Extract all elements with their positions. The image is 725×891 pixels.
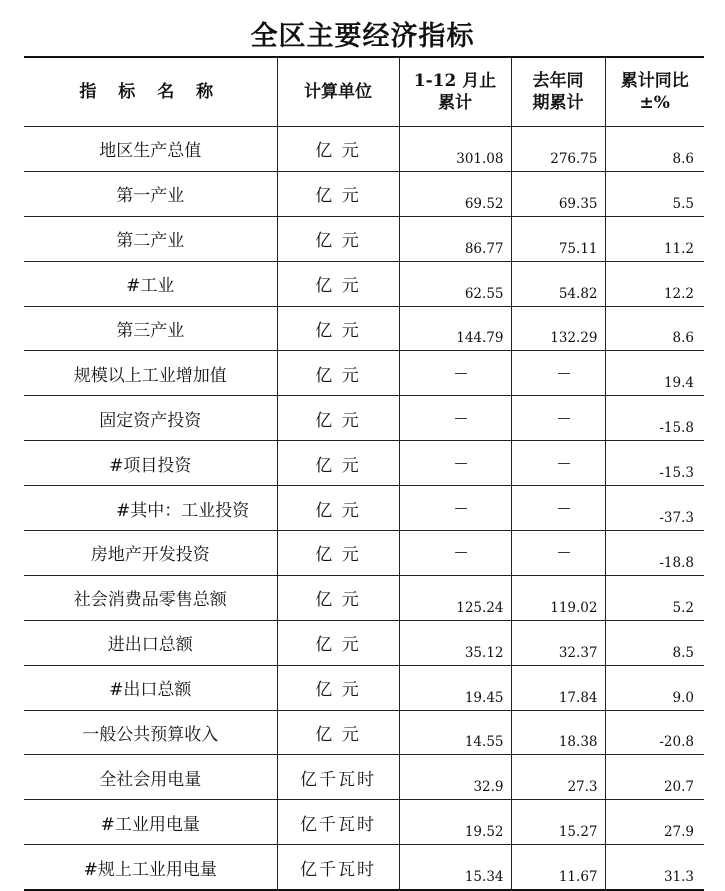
unit-cell: 亿 元 bbox=[277, 710, 399, 755]
unit-cell: 亿 元 bbox=[277, 216, 399, 261]
current-value: — bbox=[399, 396, 511, 441]
indicator-name: #出口总额 bbox=[24, 665, 277, 710]
last-year-value: 75.11 bbox=[511, 216, 605, 261]
table-row bbox=[24, 306, 704, 351]
table-row bbox=[24, 396, 704, 441]
table-row bbox=[24, 441, 704, 486]
current-value: — bbox=[399, 351, 511, 396]
last-year-value: 132.29 bbox=[511, 306, 605, 351]
current-value: 125.24 bbox=[399, 575, 511, 620]
yoy-change: -20.8 bbox=[605, 710, 704, 755]
indicator-name: 社会消费品零售总额 bbox=[24, 575, 277, 620]
unit-cell: 亿 元 bbox=[277, 486, 399, 531]
last-year-value: — bbox=[511, 351, 605, 396]
last-year-value: — bbox=[511, 531, 605, 576]
last-year-value: — bbox=[511, 486, 605, 531]
table-row bbox=[24, 620, 704, 665]
current-value: 19.45 bbox=[399, 665, 511, 710]
current-value: 19.52 bbox=[399, 800, 511, 845]
indicator-name: 地区生产总值 bbox=[24, 127, 277, 172]
yoy-change: 5.2 bbox=[605, 575, 704, 620]
yoy-change: 20.7 bbox=[605, 755, 704, 800]
current-value: 35.12 bbox=[399, 620, 511, 665]
yoy-change: 31.3 bbox=[605, 845, 704, 890]
header-current bbox=[399, 57, 511, 127]
header-current-line2: 累计 bbox=[438, 93, 472, 113]
yoy-change: 8.6 bbox=[605, 306, 704, 351]
last-year-value: 119.02 bbox=[511, 575, 605, 620]
yoy-change: 5.5 bbox=[605, 171, 704, 216]
table-row bbox=[24, 531, 704, 576]
table-row bbox=[24, 800, 704, 845]
header-yoy bbox=[605, 57, 704, 127]
indicator-name: 规模以上工业增加值 bbox=[24, 351, 277, 396]
header-current-line1: 1-12 月止 bbox=[413, 71, 497, 91]
current-value: 15.34 bbox=[399, 845, 511, 890]
indicator-name: 一般公共预算收入 bbox=[24, 710, 277, 755]
last-year-value: 54.82 bbox=[511, 261, 605, 306]
table-row bbox=[24, 127, 704, 172]
current-value: — bbox=[399, 486, 511, 531]
unit-cell: 亿 元 bbox=[277, 620, 399, 665]
header-name: 指 标 名 称 bbox=[24, 57, 277, 127]
last-year-value: 27.3 bbox=[511, 755, 605, 800]
current-value: 86.77 bbox=[399, 216, 511, 261]
unit-cell: 亿 元 bbox=[277, 351, 399, 396]
current-value: 69.52 bbox=[399, 171, 511, 216]
unit-cell: 亿 元 bbox=[277, 261, 399, 306]
current-value: 62.55 bbox=[399, 261, 511, 306]
last-year-value: 17.84 bbox=[511, 665, 605, 710]
table-row bbox=[24, 710, 704, 755]
last-year-value: 69.35 bbox=[511, 171, 605, 216]
unit-cell: 亿 元 bbox=[277, 396, 399, 441]
table-row bbox=[24, 486, 704, 531]
indicator-name: #项目投资 bbox=[24, 441, 277, 486]
indicator-name: 固定资产投资 bbox=[24, 396, 277, 441]
yoy-change: 12.2 bbox=[605, 261, 704, 306]
unit-cell: 亿千瓦时 bbox=[277, 845, 399, 890]
yoy-change: 11.2 bbox=[605, 216, 704, 261]
indicator-name: #其中：工业投资 bbox=[24, 486, 277, 531]
yoy-change: 27.9 bbox=[605, 800, 704, 845]
yoy-change: 9.0 bbox=[605, 665, 704, 710]
indicator-name: 第一产业 bbox=[24, 171, 277, 216]
unit-cell: 亿 元 bbox=[277, 441, 399, 486]
header-yoy-line1: 累计同比 bbox=[620, 71, 689, 91]
indicator-name: 全社会用电量 bbox=[24, 755, 277, 800]
unit-cell: 亿 元 bbox=[277, 575, 399, 620]
table-row bbox=[24, 216, 704, 261]
unit-cell: 亿千瓦时 bbox=[277, 755, 399, 800]
last-year-value: 18.38 bbox=[511, 710, 605, 755]
unit-cell: 亿 元 bbox=[277, 171, 399, 216]
table-row bbox=[24, 351, 704, 396]
indicator-name: #工业 bbox=[24, 261, 277, 306]
current-value: 144.79 bbox=[399, 306, 511, 351]
table-row bbox=[24, 845, 704, 890]
current-value: 32.9 bbox=[399, 755, 511, 800]
table-row bbox=[24, 575, 704, 620]
header-yoy-line2: ±% bbox=[639, 93, 670, 113]
unit-cell: 亿千瓦时 bbox=[277, 800, 399, 845]
last-year-value: 32.37 bbox=[511, 620, 605, 665]
unit-cell: 亿 元 bbox=[277, 531, 399, 576]
current-value: — bbox=[399, 531, 511, 576]
yoy-change: 8.6 bbox=[605, 127, 704, 172]
header-last-year bbox=[511, 57, 605, 127]
table-row bbox=[24, 665, 704, 710]
current-value: 14.55 bbox=[399, 710, 511, 755]
indicator-name: #规上工业用电量 bbox=[24, 845, 277, 890]
unit-cell: 亿 元 bbox=[277, 665, 399, 710]
unit-cell: 亿 元 bbox=[277, 306, 399, 351]
unit-cell: 亿 元 bbox=[277, 127, 399, 172]
indicator-name: 房地产开发投资 bbox=[24, 531, 277, 576]
indicator-table bbox=[24, 56, 704, 891]
indicator-name: 第三产业 bbox=[24, 306, 277, 351]
table-row bbox=[24, 171, 704, 216]
last-year-value: 11.67 bbox=[511, 845, 605, 890]
indicator-name: 进出口总额 bbox=[24, 620, 277, 665]
yoy-change: -15.3 bbox=[605, 441, 704, 486]
last-year-value: 15.27 bbox=[511, 800, 605, 845]
current-value: — bbox=[399, 441, 511, 486]
yoy-change: -18.8 bbox=[605, 531, 704, 576]
table-row bbox=[24, 755, 704, 800]
yoy-change: 8.5 bbox=[605, 620, 704, 665]
header-unit: 计算单位 bbox=[277, 57, 399, 127]
yoy-change: -15.8 bbox=[605, 396, 704, 441]
header-row bbox=[24, 57, 704, 127]
last-year-value: — bbox=[511, 441, 605, 486]
last-year-value: 276.75 bbox=[511, 127, 605, 172]
header-last-line2: 期累计 bbox=[532, 93, 584, 113]
page-title: 全区主要经济指标 bbox=[250, 21, 475, 52]
indicator-name: #工业用电量 bbox=[24, 800, 277, 845]
yoy-change: -37.3 bbox=[605, 486, 704, 531]
yoy-change: 19.4 bbox=[605, 351, 704, 396]
indicator-name: 第二产业 bbox=[24, 216, 277, 261]
table-row bbox=[24, 261, 704, 306]
current-value: 301.08 bbox=[399, 127, 511, 172]
last-year-value: — bbox=[511, 396, 605, 441]
header-last-line1: 去年同 bbox=[532, 71, 584, 91]
